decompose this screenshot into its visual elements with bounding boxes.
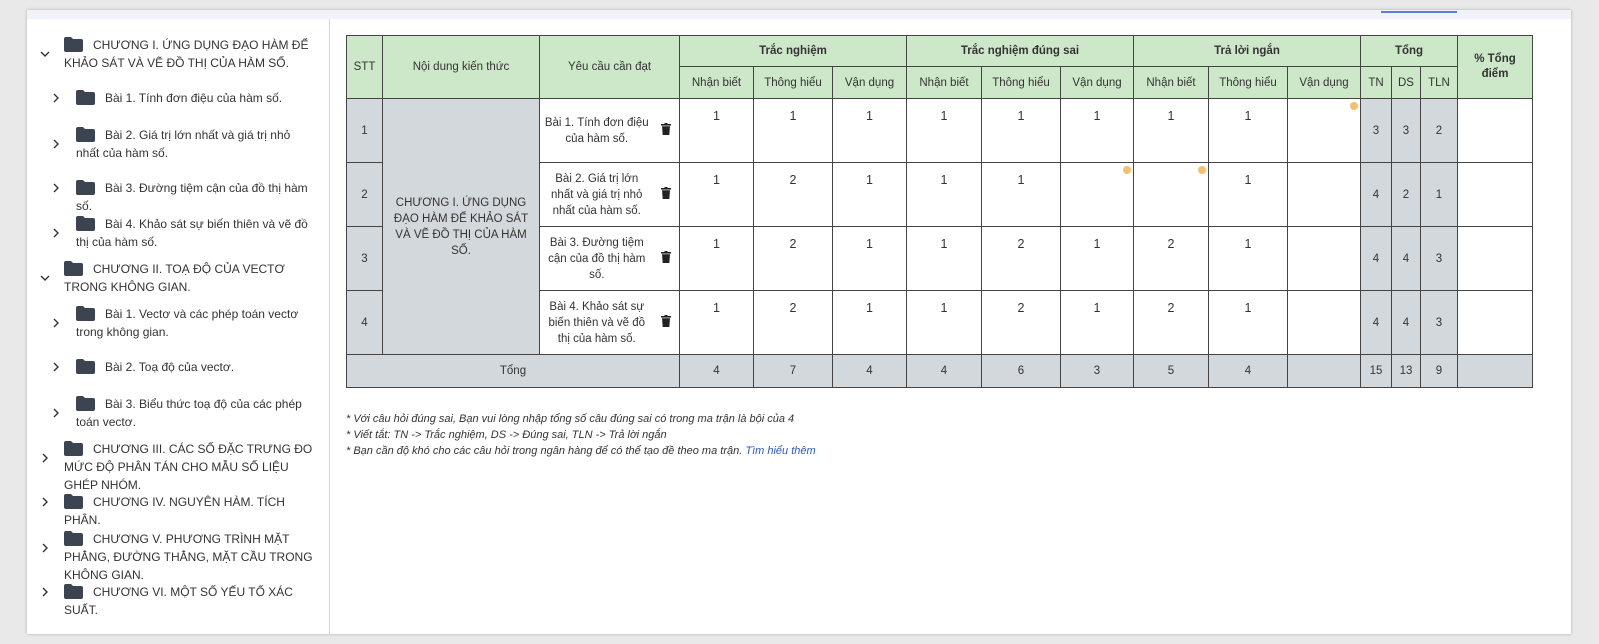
chevron-right-icon[interactable] [38,451,52,465]
header-pct-tong-diem: % Tổng điểm [1458,36,1533,99]
folder-icon [64,37,83,51]
tree-item-label: Bài 3. Đường tiệm cận của đồ thị hàm số. [76,181,308,213]
tree-item-lesson[interactable] [27,358,330,376]
table-row [347,99,1533,163]
tree-item-label: CHƯƠNG VI. MỘT SỐ YẾU TỐ XÁC SUẤT. [64,585,293,617]
row-pct [1458,227,1533,291]
cell-input[interactable]: 1 [680,291,754,355]
row-ds: 2 [1392,163,1421,227]
header-tln: TLN [1421,67,1458,99]
cell-input[interactable]: 1 [833,291,907,355]
note-line: * Với câu hỏi đúng sai, Bạn vui lòng nhập tổng số câu đúng sai có trong ma trận là bội của 4 [346,413,795,425]
total-cell: 4 [1209,355,1288,388]
header-nhan-biet: Nhận biết [1134,67,1209,99]
cell-input[interactable]: 1 [1209,163,1288,227]
total-cell [1288,355,1361,388]
folder-icon [76,306,95,320]
cell-input[interactable] [1288,291,1361,355]
row-tn: 4 [1361,291,1392,355]
tree-item-label: Bài 4. Khảo sát sự biến thiên và vẽ đồ thị của hàm số. [76,217,308,249]
cell-input[interactable] [1288,163,1361,227]
exam-matrix-table [346,35,1533,388]
tree-item-lesson[interactable] [27,395,330,431]
chevron-right-icon[interactable] [38,495,52,509]
cell-input[interactable] [1061,163,1134,227]
warning-dot [1198,166,1206,174]
tree-item-lesson[interactable] [27,215,330,251]
folder-icon [76,180,95,194]
row-tn: 4 [1361,163,1392,227]
header-dung-sai: Trắc nghiệm đúng sai [907,36,1134,67]
delete-row-button[interactable] [654,291,680,355]
chevron-down-icon[interactable] [38,47,52,61]
top-strip [27,10,1571,19]
tree-item-lesson[interactable] [27,126,330,162]
row-pct [1458,99,1533,163]
folder-icon [76,359,95,373]
total-tn: 15 [1361,355,1392,388]
folder-icon [64,261,83,275]
total-cell: 4 [907,355,982,388]
header-noi-dung: Nội dung kiến thức [383,36,540,99]
chevron-right-icon[interactable] [49,226,63,240]
tree-item-lesson[interactable] [27,305,330,341]
cell-input[interactable]: 1 [1209,291,1288,355]
folder-icon [64,584,83,598]
cell-input[interactable]: 1 [907,291,982,355]
header-tn: TN [1361,67,1392,99]
header-nhan-biet: Nhận biết [907,67,982,99]
row-tn: 3 [1361,99,1392,163]
cell-input[interactable]: 1 [1209,227,1288,291]
folder-icon [64,531,83,545]
chevron-right-icon[interactable] [49,137,63,151]
cell-input[interactable]: 2 [982,227,1061,291]
header-van-dung: Vận dụng [1061,67,1134,99]
tree-item-chapter-3[interactable] [27,440,330,492]
header-van-dung: Vận dụng [833,67,907,99]
matrix-panel [331,19,1571,634]
cell-input[interactable]: 1 [1061,291,1134,355]
cell-input[interactable]: 2 [1134,227,1209,291]
row-tln: 3 [1421,291,1458,355]
cell-input[interactable]: 1 [982,99,1061,163]
total-cell: 3 [1061,355,1134,388]
cell-input[interactable] [1134,163,1209,227]
total-ds: 13 [1392,355,1421,388]
header-thong-hieu: Thông hiểu [1209,67,1288,99]
row-ds: 4 [1392,227,1421,291]
row-pct [1458,291,1533,355]
total-cell: 5 [1134,355,1209,388]
folder-icon [76,396,95,410]
tree-item-label: CHƯƠNG IV. NGUYÊN HÀM. TÍCH PHÂN. [64,495,285,527]
row-ds: 4 [1392,291,1421,355]
folder-icon [64,441,83,455]
total-label: Tổng [347,355,680,388]
tree-item-label: CHƯƠNG I. ỨNG DỤNG ĐẠO HÀM ĐỂ KHẢO SÁT VÀ VẼ ĐỒ THỊ CỦA HÀM SỐ. [64,38,309,70]
matrix-notes [346,411,816,459]
row-ds: 3 [1392,99,1421,163]
warning-dot [1350,102,1358,110]
row-stt: 2 [347,163,383,227]
tree-item-lesson[interactable] [27,89,330,107]
chevron-down-icon[interactable] [38,271,52,285]
delete-row-button[interactable] [654,99,680,163]
cell-input[interactable]: 1 [907,227,982,291]
total-cell: 4 [833,355,907,388]
folder-icon [76,127,95,141]
row-pct [1458,163,1533,227]
row-tn: 4 [1361,227,1392,291]
learn-more-link[interactable]: Tìm hiểu thêm [745,445,816,457]
folder-icon [64,494,83,508]
tree-item-label: Bài 2. Giá trị lớn nhất và giá trị nhỏ nhất của hàm số. [76,128,291,160]
header-trac-nghiem: Trắc nghiệm [680,36,907,67]
header-stt: STT [347,36,383,99]
cell-input[interactable]: 1 [833,227,907,291]
tree-item-label: CHƯƠNG III. CÁC SỐ ĐẶC TRƯNG ĐO MỨC ĐỘ PHÂN TÁN CHO MẪU SỐ LIỆU GHÉP NHÓM. [64,442,313,492]
folder-icon [76,216,95,230]
trash-icon [661,187,671,199]
trash-icon [661,123,671,135]
row-stt: 1 [347,99,383,163]
cell-input[interactable]: 1 [1061,99,1134,163]
chevron-right-icon[interactable] [49,360,63,374]
cell-input[interactable]: 2 [754,227,833,291]
total-tln: 9 [1421,355,1458,388]
folder-icon [76,90,95,104]
cell-input[interactable]: 1 [680,227,754,291]
cell-input[interactable]: 2 [754,163,833,227]
row-tln: 2 [1421,99,1458,163]
cell-input[interactable]: 2 [754,291,833,355]
row-stt: 4 [347,291,383,355]
chevron-right-icon[interactable] [38,541,52,555]
cell-input[interactable]: 1 [833,99,907,163]
app-window [27,10,1571,634]
tree-item-chapter-6[interactable] [27,583,330,617]
warning-dot [1123,166,1131,174]
row-tln: 1 [1421,163,1458,227]
total-pct [1458,355,1533,388]
cell-input[interactable]: 1 [680,99,754,163]
tree-item-chapter-4[interactable] [27,493,330,527]
chevron-right-icon[interactable] [49,316,63,330]
trash-icon [661,251,671,263]
chevron-right-icon[interactable] [49,406,63,420]
cell-input[interactable]: 1 [1061,227,1134,291]
cell-input[interactable]: 1 [907,99,982,163]
cell-input[interactable]: 1 [907,163,982,227]
note-line: * Viết tắt: TN -> Trắc nghiệm, DS -> Đúng sai, TLN -> Trả lời ngắn [346,429,667,441]
chevron-right-icon[interactable] [49,91,63,105]
chevron-right-icon[interactable] [49,181,63,195]
topic-cell: CHƯƠNG I. ỨNG DỤNG ĐẠO HÀM ĐỂ KHẢO SÁT VÀ VẼ ĐỒ THỊ CỦA HÀM SỐ. [383,99,540,355]
cell-input[interactable]: 1 [754,99,833,163]
tree-item-label: CHƯƠNG II. TOẠ ĐỘ CỦA VECTƠ TRONG KHÔNG GIAN. [64,262,285,294]
delete-row-button[interactable] [654,163,680,227]
tree-item-lesson[interactable] [27,179,330,213]
total-cell: 6 [982,355,1061,388]
tree-item-chapter-5[interactable] [27,530,330,582]
tree-item-label: Bài 2. Toạ độ của vectơ. [105,360,235,374]
row-yeu-cau: Bài 1. Tính đơn điệu của hàm số. [540,99,654,163]
header-van-dung: Vận dụng [1288,67,1361,99]
tree-item-label: Bài 3. Biểu thức toạ độ của các phép toán vectơ. [76,397,302,429]
trash-icon [661,315,671,327]
cell-input[interactable]: 2 [982,291,1061,355]
header-ds: DS [1392,67,1421,99]
total-cell: 7 [754,355,833,388]
tree-item-label: CHƯƠNG V. PHƯƠNG TRÌNH MẶT PHẲNG, ĐƯỜNG THẲNG, MẶT CẦU TRONG KHÔNG GIAN. [64,532,313,582]
header-thong-hieu: Thông hiểu [982,67,1061,99]
header-thong-hieu: Thông hiểu [754,67,833,99]
cell-input[interactable] [1288,227,1361,291]
cell-input[interactable]: 1 [833,163,907,227]
cell-input[interactable]: 1 [982,163,1061,227]
total-row [347,355,1533,388]
header-tra-loi-ngan: Trả lời ngắn [1134,36,1361,67]
tree-item-chapter-1[interactable] [27,36,330,72]
header-nhan-biet: Nhận biết [680,67,754,99]
cell-input[interactable]: 1 [680,163,754,227]
row-yeu-cau: Bài 2. Giá trị lớn nhất và giá trị nhỏ nhất của hàm số. [540,163,654,227]
cell-input[interactable]: 1 [1134,99,1209,163]
chevron-right-icon[interactable] [38,585,52,599]
row-tln: 3 [1421,227,1458,291]
tree-item-chapter-2[interactable] [27,260,330,296]
row-yeu-cau: Bài 4. Khảo sát sự biến thiên và vẽ đồ thị của hàm số. [540,291,654,355]
header-yeu-cau: Yêu cầu cần đạt [540,36,680,99]
cell-input[interactable] [1288,99,1361,163]
chapter-tree-sidebar [27,19,330,634]
note-line: * Bạn cần độ khó cho các câu hỏi trong ngân hàng để có thể tạo đề theo ma trận. Tìm hiểu thêm [346,445,816,457]
row-yeu-cau: Bài 3. Đường tiệm cận của đồ thị hàm số. [540,227,654,291]
cell-input[interactable]: 1 [1209,99,1288,163]
header-tong: Tổng [1361,36,1458,67]
tree-item-label: Bài 1. Tính đơn điệu của hàm số. [105,91,283,105]
tree-item-label: Bài 1. Vectơ và các phép toán vectơ trong không gian. [76,307,299,339]
cell-input[interactable]: 2 [1134,291,1209,355]
top-link-underline [1381,11,1457,13]
delete-row-button[interactable] [654,227,680,291]
row-stt: 3 [347,227,383,291]
total-cell: 4 [680,355,754,388]
